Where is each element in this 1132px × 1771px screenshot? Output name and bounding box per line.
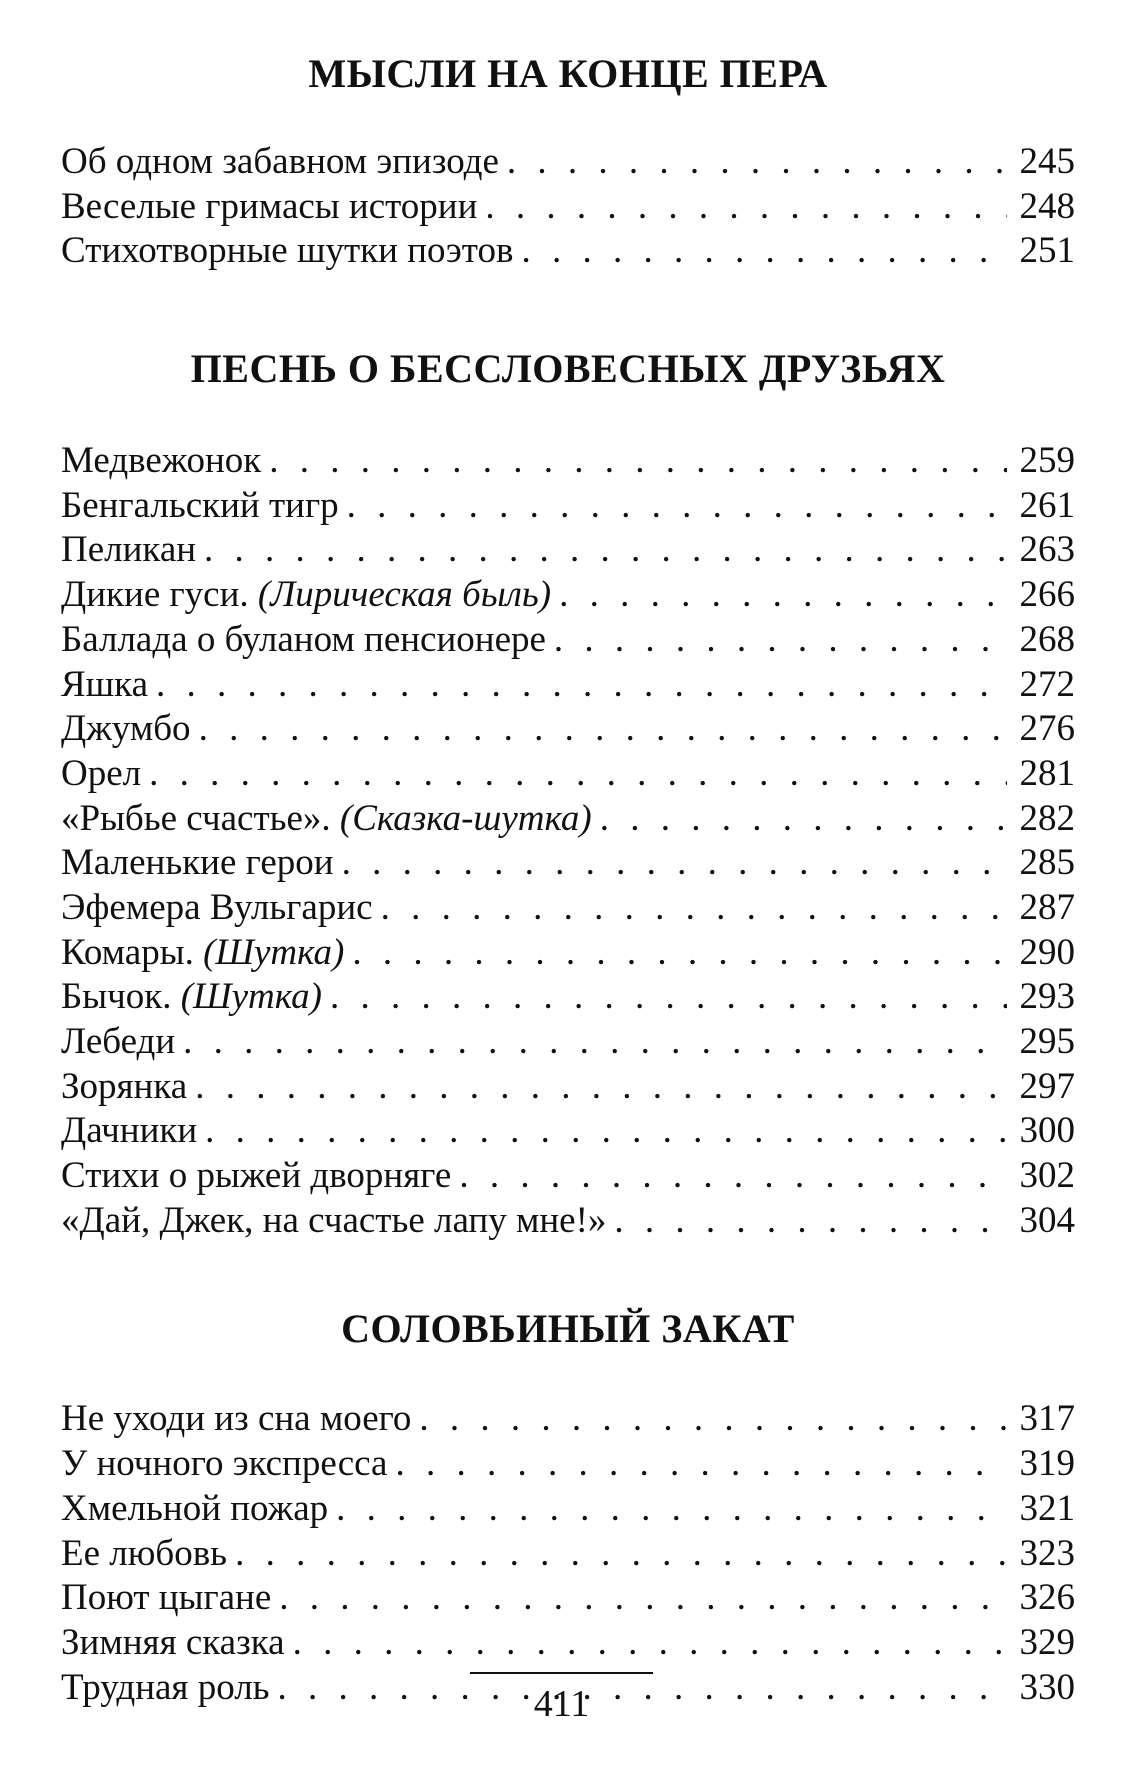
toc-entry (61, 140, 1075, 185)
dot-leader (336, 1487, 1007, 1532)
toc-entry-title (61, 573, 551, 618)
toc-entry-page: 285 (1019, 842, 1075, 884)
toc-entry-title (61, 975, 322, 1020)
dot-leader (559, 573, 1007, 618)
toc-entry-title-text: Пеликан (61, 529, 197, 571)
toc-entry-title-text: Стихи о рыжей дворняге (61, 1155, 452, 1197)
toc-entry-page: 323 (1019, 1532, 1075, 1574)
toc-entry (61, 1621, 1075, 1666)
toc-entry-page: 248 (1019, 185, 1075, 227)
toc-entry-title (61, 1109, 197, 1154)
dot-leader (279, 1576, 1007, 1621)
toc-entry-title-text: Ее любовь (61, 1532, 228, 1574)
toc-entry-page: 302 (1019, 1155, 1075, 1197)
dot-leader (485, 185, 1007, 230)
toc-entry-page: 261 (1019, 484, 1075, 526)
toc-entry-page: 326 (1019, 1577, 1075, 1619)
toc-entry-title (61, 752, 141, 797)
toc-entry-title (61, 439, 261, 484)
toc-entry-page: 319 (1019, 1443, 1075, 1485)
dot-leader (199, 707, 1007, 752)
dot-leader (330, 975, 1007, 1020)
toc-entry-page: 297 (1019, 1065, 1075, 1107)
dot-leader (342, 841, 1007, 886)
toc-entry-title-text: Эфемера Вульгарис (61, 886, 373, 928)
toc-entry-title (61, 797, 592, 842)
toc-entry-page: 251 (1019, 230, 1075, 272)
toc-entry (61, 528, 1075, 573)
toc-entry-page: 272 (1019, 663, 1075, 705)
toc-entry-title (61, 1397, 411, 1442)
toc-entry-page: 295 (1019, 1021, 1075, 1062)
toc-entry-title-text: Лебеди (61, 1021, 176, 1062)
toc-entry-page: 290 (1019, 931, 1075, 973)
toc-entry (61, 797, 1075, 842)
toc-entry-title (61, 931, 344, 976)
toc-entry-title-text: Зимняя сказка (61, 1621, 285, 1663)
toc-entry (61, 229, 1075, 274)
toc-entry (61, 1397, 1075, 1442)
toc-entry (61, 841, 1075, 886)
toc-entry (61, 931, 1075, 976)
toc-entry-note: (Шутка) (180, 976, 322, 1018)
toc-entry-page: 321 (1019, 1487, 1075, 1529)
dot-leader (507, 140, 1007, 185)
toc-entry-page: 281 (1019, 752, 1075, 794)
toc-entry-title-text: Орел (61, 752, 142, 794)
toc-entry-title (61, 1576, 271, 1621)
section-title: МЫСЛИ НА КОНЦЕ ПЕРА (308, 51, 828, 96)
toc-entry-title (61, 1065, 187, 1110)
dot-leader (156, 663, 1007, 708)
toc-entry (61, 663, 1075, 708)
dot-leader (347, 484, 1007, 529)
toc-entry-title (61, 1666, 270, 1711)
section-title: ПЕСНЬ О БЕССЛОВЕСНЫХ ДРУЗЬЯХ (190, 346, 946, 392)
toc-entry-title-text: Яшка (61, 663, 149, 705)
toc-entry (61, 1199, 1075, 1244)
toc-entry-page: 263 (1019, 529, 1075, 571)
toc-entry-title-text: Об одном забавном эпизоде (61, 141, 499, 182)
dot-leader (614, 1199, 1007, 1244)
dot-leader (195, 1065, 1007, 1110)
toc-entry-title (61, 841, 334, 886)
toc-entry-title (61, 1532, 227, 1577)
toc-entry-title (61, 886, 373, 931)
toc-entry-title (61, 663, 148, 708)
dot-leader (521, 229, 1007, 274)
toc-entry-title-text: Зорянка (61, 1065, 188, 1107)
toc-entry (61, 573, 1075, 618)
toc-entry-title (61, 229, 513, 274)
toc-entry-page: 317 (1019, 1398, 1075, 1440)
toc-entry-title-text: Стихотворные шутки поэтов (61, 230, 514, 272)
toc-entry (61, 439, 1075, 484)
toc-entry (61, 1532, 1075, 1577)
section-title: СОЛОВЬИНЫЙ ЗАКАТ (341, 1306, 795, 1352)
toc-entry (61, 975, 1075, 1020)
dot-leader (269, 439, 1007, 484)
dot-leader (149, 752, 1007, 797)
toc-entry (61, 1442, 1075, 1487)
toc-entry-page: 268 (1019, 618, 1075, 660)
toc-entry-page: 266 (1019, 574, 1075, 616)
toc-entry-title-text: Комары. (61, 931, 194, 973)
toc-entry-title-text: Дикие гуси. (61, 574, 249, 616)
footer-divider (470, 1672, 653, 1674)
toc-entry-page: 287 (1019, 886, 1075, 928)
toc-list (61, 1397, 1075, 1710)
toc-entry (61, 1109, 1075, 1154)
toc-entry-page: 259 (1019, 440, 1075, 482)
dot-leader (183, 1020, 1007, 1065)
toc-entry-title (61, 1199, 606, 1244)
toc-entry-page: 282 (1019, 797, 1075, 839)
toc-entry-note: (Сказка-шутка) (339, 797, 592, 839)
toc-entry-title-text: Дачники (61, 1110, 198, 1152)
toc-entry-title-text: Баллада о буланом пенсионере (61, 618, 546, 660)
toc-entry-page: 293 (1019, 976, 1075, 1018)
toc-entry-page: 329 (1019, 1621, 1075, 1663)
toc-entry-page: 245 (1019, 141, 1075, 182)
toc-entry-title-text: У ночного экспресса (61, 1443, 388, 1485)
toc-entry-note: (Шутка) (203, 931, 345, 973)
dot-leader (419, 1397, 1007, 1442)
toc-entry (61, 1487, 1075, 1532)
toc-entry (61, 1065, 1075, 1110)
toc-entry-title-text: Джумбо (61, 708, 191, 750)
toc-entry (61, 1576, 1075, 1621)
toc-entry (61, 1154, 1075, 1199)
toc-entry (61, 484, 1075, 529)
dot-leader (293, 1621, 1007, 1666)
toc-entry (61, 1020, 1075, 1065)
toc-entry-page: 330 (1019, 1666, 1075, 1708)
toc-entry-title-text: Бычок. (61, 976, 172, 1018)
dot-leader (204, 528, 1007, 573)
toc-entry-title (61, 484, 339, 529)
toc-entry-title-text: Маленькие герои (61, 842, 334, 884)
toc-entry (61, 618, 1075, 663)
toc-page (61, 50, 1075, 1710)
toc-entry-title (61, 1154, 451, 1199)
toc-entry-title (61, 1487, 328, 1532)
toc-entry-title-text: Трудная роль (61, 1666, 270, 1708)
toc-entry-title (61, 185, 477, 230)
toc-entry-note: (Лирическая быль) (257, 574, 552, 616)
toc-entry-title-text: Медвежонок (61, 440, 262, 482)
toc-entry-title (61, 1442, 387, 1487)
toc-entry-title (61, 707, 191, 752)
toc-entry (61, 752, 1075, 797)
toc-entry-title (61, 1621, 285, 1666)
dot-leader (235, 1532, 1007, 1577)
toc-entry-title-text: «Дай, Джек, на счастье лапу мне!» (61, 1199, 607, 1241)
toc-entry-title-text: Бенгальский тигр (61, 484, 339, 526)
dot-leader (395, 1442, 1007, 1487)
toc-list (61, 140, 1075, 274)
toc-entry (61, 185, 1075, 230)
dot-leader (459, 1154, 1007, 1199)
toc-entry-title (61, 1020, 175, 1065)
toc-entry-title-text: Поют цыгане (61, 1577, 272, 1619)
toc-entry-title (61, 528, 196, 573)
dot-leader (205, 1109, 1007, 1154)
toc-entry (61, 707, 1075, 752)
page-number: 411 (533, 1683, 590, 1725)
toc-entry-page: 304 (1019, 1199, 1075, 1241)
toc-entry-page: 300 (1019, 1110, 1075, 1152)
toc-entry-title (61, 140, 499, 185)
dot-leader (600, 797, 1007, 842)
toc-entry-title-text: Веселые гримасы истории (61, 185, 478, 227)
toc-entry-title-text: «Рыбье счастье». (61, 797, 331, 839)
toc-list (61, 439, 1075, 1243)
toc-entry (61, 886, 1075, 931)
dot-leader (554, 618, 1007, 663)
toc-entry-title-text: Хмельной пожар (61, 1487, 329, 1529)
toc-entry-title-text: Не уходи из сна моего (61, 1398, 412, 1440)
dot-leader (381, 886, 1007, 931)
toc-entry-title (61, 618, 546, 663)
toc-entry-page: 276 (1019, 708, 1075, 750)
dot-leader (352, 931, 1007, 976)
